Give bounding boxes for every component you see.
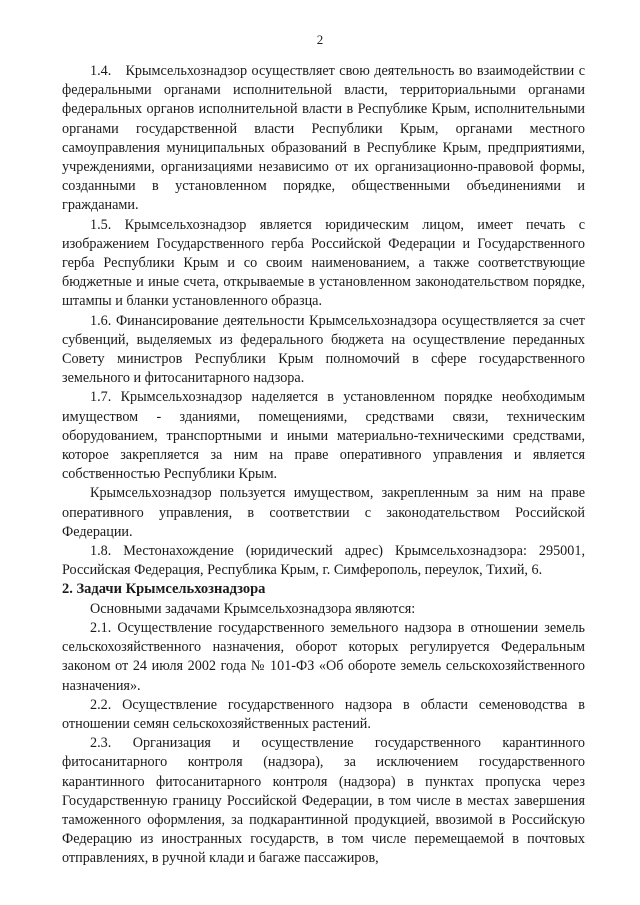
paragraph-2-2: 2.2. Осуществление государственного надзора в области семеноводства в отношении семян сельскохозяйственных растений. <box>62 696 585 732</box>
paragraph-1-7: 1.7. Крымсельхознадзор наделяется в установленном порядке необходимым имуществом - зданиями, помещениями, средствами связи, техническим оборудованием, транспортными и иными материально-техническими средствами, которое закрепляется за ним на праве оперативного управления и является собственностью Республики Крым. <box>62 389 585 483</box>
page-number: 2 <box>316 32 324 47</box>
paragraph-1-8: 1.8. Местонахождение (юридический адрес) Крымсельхознадзора: 295001, Российская Федерация, Республика Крым, г. Симферополь, переулок, Тихий, 6. <box>62 543 585 579</box>
paragraph-1-4: 1.4. Крымсельхознадзор осуществляет свою деятельность во взаимодействии с федеральными органами исполнительной власти, территориальными органами федеральных органов исполнительной власти в Республике Крым, исполнительными органами государственной власти Республики Крым, органами местного самоуправления муниципальных образований в Республике Крым, предприятиями, учреждениями, организациями независимо от их организационно-правовой формы, созданными в установленном порядке, общественными объединениями и гражданами. <box>62 63 585 214</box>
section-title-2: 2. Задачи Крымсельхознадзора <box>62 581 266 598</box>
document-body <box>62 62 585 869</box>
paragraph-2-1: 2.1. Осуществление государственного земельного надзора в отношении земель сельскохозяйственного назначения, оборот которых регулируется Федеральным законом от 24 июля 2002 года № 101-ФЗ «Об обороте земель сельскохозяйственного назначения». <box>62 619 585 694</box>
paragraph-1-6: 1.6. Финансирование деятельности Крымсельхознадзора осуществляется за счет субвенций, выделяемых из федерального бюджета на осуществление переданных Совету министров Республики Крым полномочий в сфере государственного земельного и фитосанитарного надзора. <box>62 312 585 387</box>
paragraph-1-5: 1.5. Крымсельхознадзор является юридическим лицом, имеет печать с изображением Государственного герба Российской Федерации и Государственного герба Республики Крым и со своим наименованием, а также соответствующие бюджетные и иные счета, открываемые в установленном законодательством порядке, штампы и бланки установленного образца. <box>62 216 585 310</box>
paragraph-property: Крымсельхознадзор пользуется имуществом, закрепленным за ним на праве оперативного управления, в соответствии с законодательством Российской Федерации. <box>62 485 585 540</box>
paragraph-2-3: 2.3. Организация и осуществление государственного карантинного фитосанитарного контроля (надзора), за исключением государственного карантинного фитосанитарного контроля (надзора) в пунктах пропуска через Государственную границу Российской Федерации, в том числе в местах завершения таможенного оформления, за подкарантинной продукцией, ввозимой в Российскую Федерацию из иностранных государств, в том числе перемещаемой в почтовых отправлениях, в ручной клади и багаже пассажиров, <box>62 735 585 867</box>
paragraph-tasks-intro: Основными задачами Крымсельхознадзора являются: <box>90 600 416 617</box>
